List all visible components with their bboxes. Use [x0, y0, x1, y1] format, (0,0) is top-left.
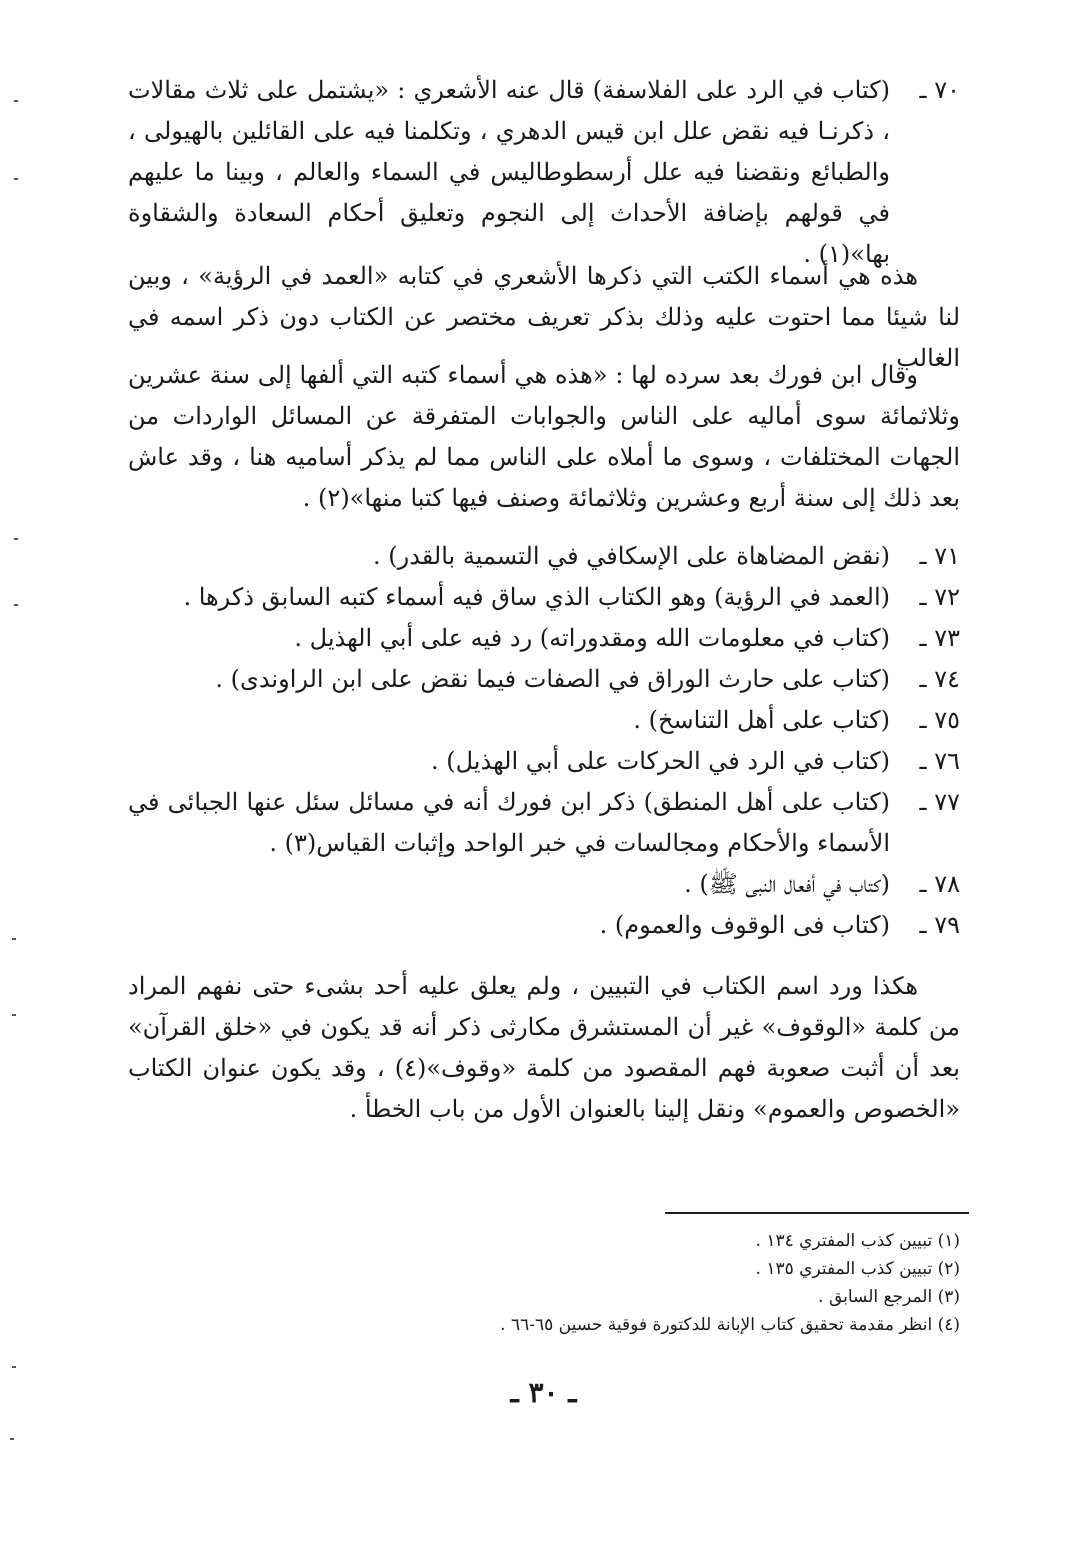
item-text: (كتاب على حارث الوراق في الصفات فيما نقض على ابن الراوندى) .	[215, 665, 890, 693]
item-text: (كتاب في الرد على الفلاسفة) قال عنه الأشعري : «يشتمل على ثلاث مقالات ، ذكرنـا فيه نقض علل ابن قيس الدهري ، وتكلمنا فيه على القائلين بالهيولى ، والطبائع ونقضنا فيه علل أرسطوطاليس في السماء والعالم ، وبينا ما عليهم في قولهم بإضافة الأحداث إلى النجوم وتعليق أحكام السعادة والشقاوة بها»(١) .	[128, 76, 890, 268]
paragraph-1: هذه هي أسماء الكتب التي ذكرها الأشعري في كتابه «العمد في الرؤية» ، وبين لنا شيئا مما احتوت عليه وذلك بذكر تعريف مختصر عن الكتاب دون ذكر اسمه في الغالب .	[128, 262, 961, 372]
paragraph-3: هكذا ورد اسم الكتاب في التبيين ، ولم يعلق عليه أحد بشىء حتى نفهم المراد من كلمة «الوقوف» غير أن المستشرق مكارثى ذكر أنه قد يكون في «خلق القرآن» بعد أن أثبت صعوبة فهم المقصود من كلمة «وقوف»(٤) ، وقد يكون عنوان الكتاب «الخصوص والعموم» ونقل إلينا بالعنوان الأول من باب الخطأ .	[128, 972, 960, 1123]
list-item	[128, 905, 960, 946]
footnotes	[128, 1227, 960, 1339]
footnote-separator	[665, 1212, 969, 1214]
item-text: (كتاب على أهل التناسخ) .	[633, 706, 890, 734]
list-item	[128, 864, 960, 905]
item-text: (كتاب في معلومات الله ومقدوراته) رد فيه على أبي الهذيل .	[294, 624, 890, 652]
list-item	[128, 700, 960, 741]
item-number: ٧١ ـ	[919, 542, 960, 570]
item-text: (كتاب في أفعال النبى ﷺ) .	[684, 870, 890, 898]
item-text: (العمد في الرؤية) وهو الكتاب الذي ساق فيه أسماء كتبه السابق ذكرها .	[183, 583, 890, 611]
list-item	[128, 782, 960, 864]
item-text: (كتاب في الرد في الحركات على أبي الهذيل) .	[431, 747, 890, 775]
scan-mark	[14, 100, 18, 102]
item-number: ٧٠ ـ	[919, 76, 960, 104]
list-item	[128, 536, 960, 577]
paragraph-3-block	[128, 966, 960, 1130]
item-number: ٧٣ ـ	[919, 624, 960, 652]
item-text: (نقض المضاهاة على الإسكافي في التسمية بالقدر) .	[372, 542, 890, 570]
item-number: ٧٧ ـ	[919, 788, 960, 816]
paragraph-2: وقال ابن فورك بعد سرده لها : «هذه هي أسماء كتبه التي ألفها إلى سنة عشرين وثلاثمائة سوى أماليه على الناس والجوابات المتفرقة عن المسائل الواردات من الجهات المختلفات ، وسوى ما أملاه على الناس مما لم يذكر أساميه هنا ، وقد عاش بعد ذلك إلى سنة أربع وعشرين وثلاثمائة وصنف فيها كتبا منها»(٢) .	[128, 361, 960, 512]
scan-mark	[12, 1014, 16, 1016]
list-item	[128, 577, 960, 618]
scan-mark	[10, 1438, 14, 1440]
page-number: ـ ٣٠ ـ	[510, 1376, 577, 1409]
main-text-top	[128, 70, 960, 275]
item-text: (كتاب على أهل المنطق) ذكر ابن فورك أنه في مسائل سئل عنها الجبائى في الأسماء والأحكام ومجالسات في خبر الواحد وإثبات القياس(٣) .	[128, 788, 890, 857]
scan-mark	[12, 1366, 16, 1368]
footnote-1: (١) تبيين كذب المفتري ١٣٤ .	[755, 1231, 960, 1251]
paragraph-2-block	[128, 355, 960, 519]
scan-mark	[14, 604, 18, 606]
book-list	[128, 536, 960, 946]
item-number: ٧٢ ـ	[919, 583, 960, 611]
list-item-70	[128, 70, 960, 275]
item-number: ٧٤ ـ	[919, 665, 960, 693]
list-item	[128, 659, 960, 700]
footnote-2: (٢) تبيين كذب المفتري ١٣٥ .	[755, 1259, 960, 1279]
item-number: ٧٩ ـ	[919, 911, 960, 939]
item-number: ٧٨ ـ	[919, 870, 960, 898]
scan-mark	[14, 538, 18, 540]
scan-mark	[14, 178, 18, 180]
list-item	[128, 741, 960, 782]
scan-mark	[12, 938, 16, 940]
footnote-3: (٣) المرجع السابق .	[818, 1287, 960, 1307]
item-text: (كتاب فى الوقوف والعموم) .	[599, 911, 890, 939]
list-item	[128, 618, 960, 659]
item-number: ٧٥ ـ	[919, 706, 960, 734]
footnote-4: (٤) انظر مقدمة تحقيق كتاب الإبانة للدكتورة فوقية حسين ٦٥-٦٦ .	[500, 1315, 960, 1335]
item-number: ٧٦ ـ	[919, 747, 960, 775]
